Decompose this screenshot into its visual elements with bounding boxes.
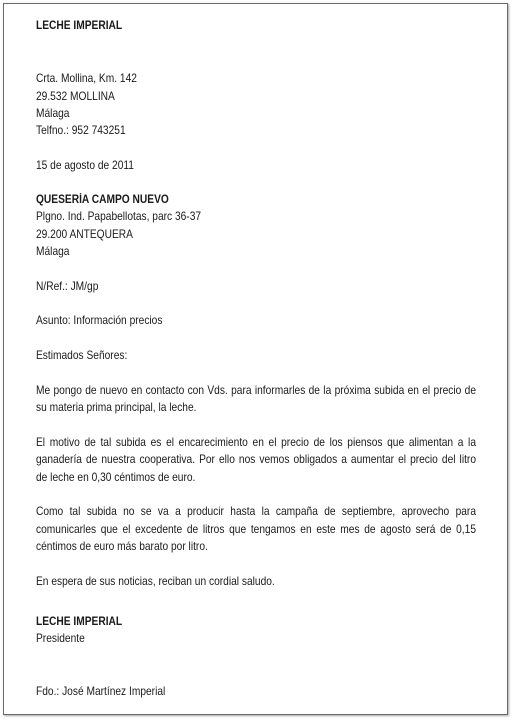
sender-province: Málaga [36, 107, 70, 120]
recipient-postal: 29.200 ANTEQUERA [36, 228, 133, 241]
salutation: Estimados Señores: [36, 349, 128, 362]
signature-company: LECHE IMPERIAL [36, 615, 123, 628]
paragraph-2-line-1: El motivo de tal subida es el encarecimiento en el precio de los piensos que alimentan a la [36, 436, 476, 449]
sender-phone: Telfno.: 952 743251 [36, 124, 126, 137]
paragraph-3-line-3: céntimos de euro más barato por litro. [36, 540, 208, 553]
recipient-address: Plgno. Ind. Papabellotas, parc 36-37 [36, 210, 202, 223]
sender-address: Crta. Mollina, Km. 142 [36, 72, 137, 85]
paragraph-3-line-2: comunicarles que el excedente de litros que tengamos en este mes de agosto será de 0,15 [36, 523, 476, 536]
paragraph-1-line-1: Me pongo de nuevo en contacto con Vds. para informarles de la próxima subida en el precio de [36, 384, 476, 397]
recipient-name: QUESERÍA CAMPO NUEVO [36, 193, 169, 206]
subject: Asunto: Información precios [36, 314, 163, 327]
closing-line: En espera de sus noticias, reciban un cordial saludo. [36, 575, 275, 588]
letter-page [3, 3, 508, 715]
reference: N/Ref.: JM/gp [36, 280, 99, 293]
letter-date: 15 de agosto de 2011 [36, 159, 134, 172]
signed-by: Fdo.: José Martínez Imperial [36, 685, 166, 698]
paragraph-2-line-3: de leche en 0,30 céntimos de euro. [36, 471, 196, 484]
letterhead-company: LECHE IMPERIAL [36, 19, 123, 32]
recipient-province: Málaga [36, 245, 70, 258]
paragraph-2-line-2: ganadería de nuestra cooperativa. Por ello nos vemos obligados a aumentar el precio del litro [36, 453, 476, 466]
paragraph-3-line-1: Como tal subida no se va a producir hasta la campaña de septiembre, aprovecho para [36, 505, 476, 518]
signature-role: Presidente [36, 632, 85, 645]
sender-postal: 29.532 MOLLINA [36, 90, 115, 103]
paragraph-1-line-2: su materia prima principal, la leche. [36, 401, 197, 414]
